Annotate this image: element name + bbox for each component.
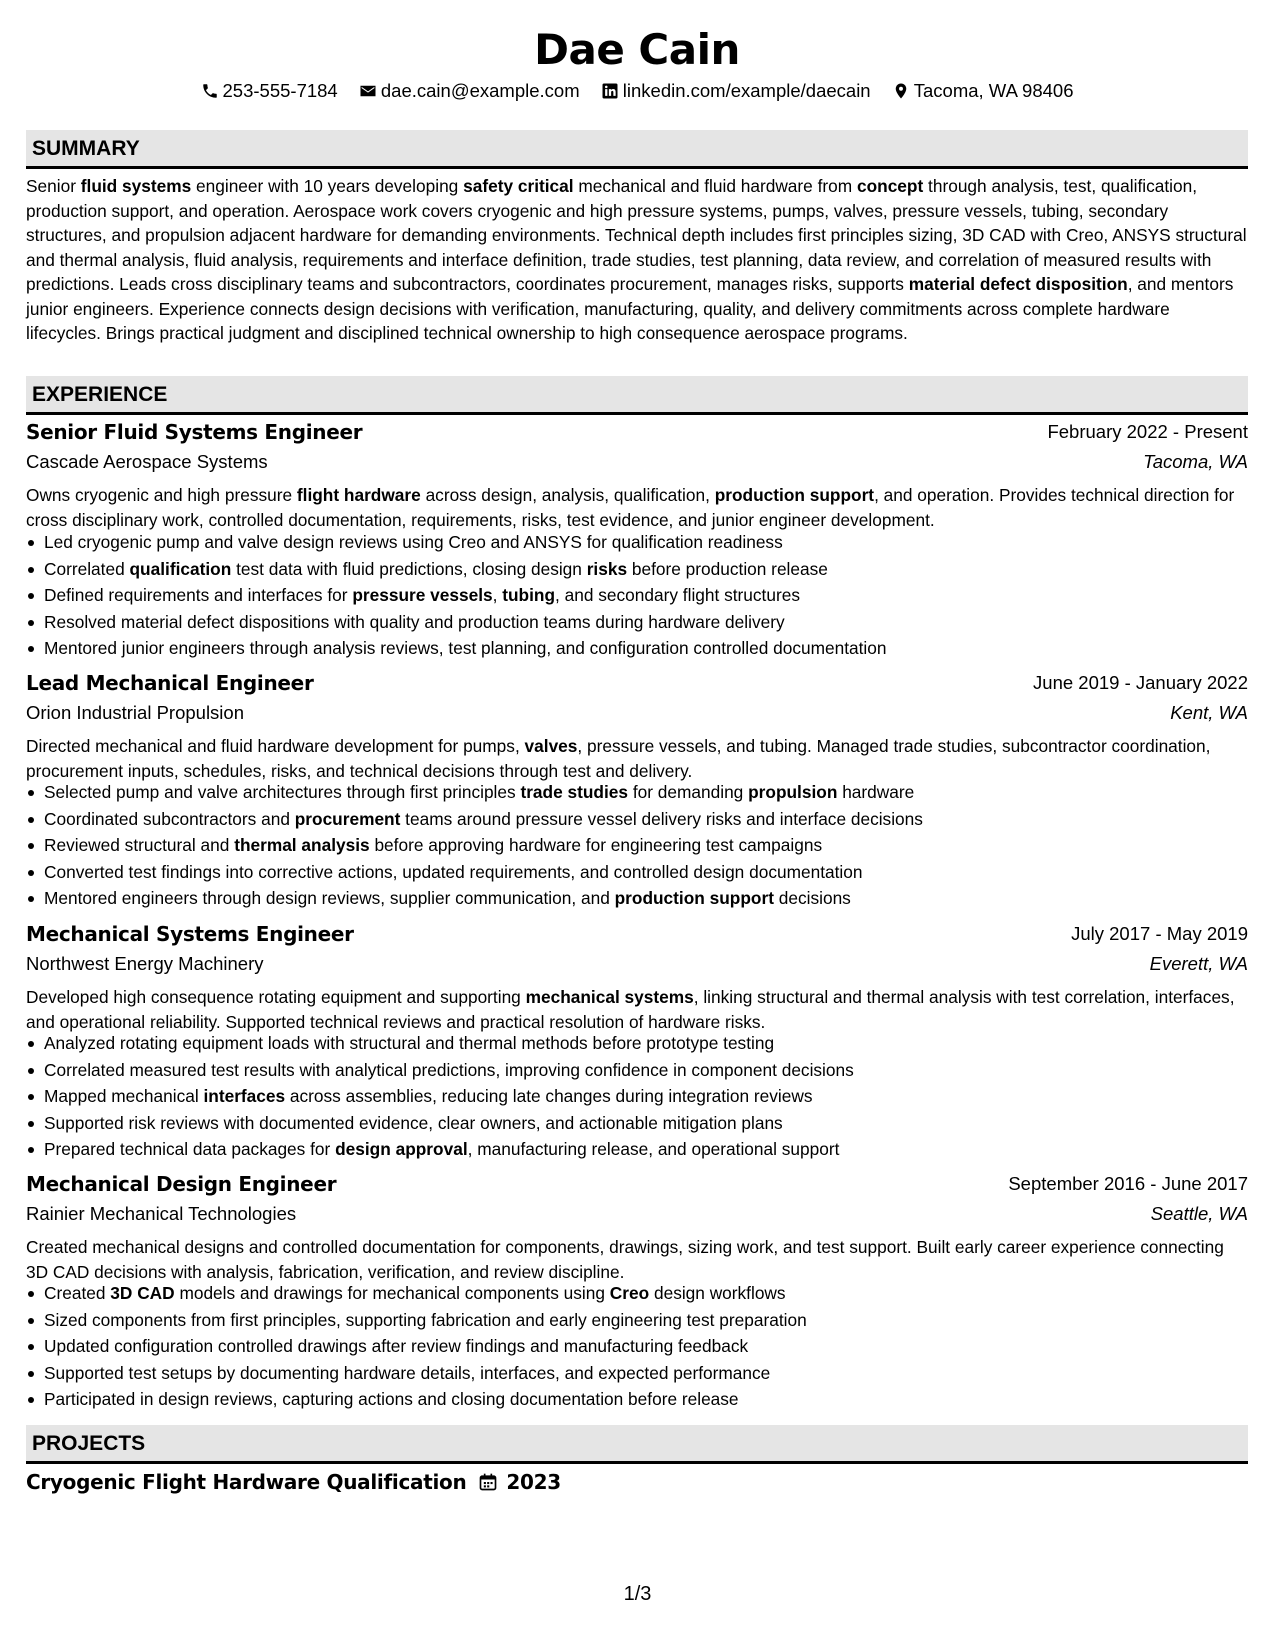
emphasis-text: propulsion bbox=[748, 782, 838, 802]
list-item: Correlated measured test results with analytical predictions, improving confidence in component decisions bbox=[44, 1057, 1266, 1084]
location-text: Tacoma, WA 98406 bbox=[913, 80, 1074, 101]
list-item: Mapped mechanical interfaces across assemblies, reducing late changes during integration reviews bbox=[44, 1083, 1266, 1110]
emphasis-text: risks bbox=[586, 558, 628, 579]
job-bullets bbox=[26, 529, 1266, 662]
list-item: Correlated qualification test data with fluid predictions, closing design risks before production release bbox=[44, 556, 1266, 583]
list-item: Supported risk reviews with documented evidence, clear owners, and actionable mitigation plans bbox=[44, 1110, 1266, 1137]
job-location: Seattle, WA bbox=[1150, 1203, 1248, 1224]
job-company: Rainier Mechanical Technologies bbox=[26, 1203, 297, 1224]
job-description: Developed high consequence rotating equipment and supporting mechanical systems, linking structural and thermal analysis with test correlation, interfaces, and operational reliability. Supported technical reviews and practical resolution of hardware risks. bbox=[26, 987, 1235, 1032]
emphasis-text: procurement bbox=[294, 808, 401, 829]
job-title: Senior Fluid Systems Engineer bbox=[26, 420, 363, 444]
list-item: Prepared technical data packages for design approval, manufacturing release, and operational support bbox=[44, 1136, 1266, 1163]
job-location: Kent, WA bbox=[1170, 702, 1248, 723]
job-company: Northwest Energy Machinery bbox=[26, 953, 264, 974]
emphasis-text: interfaces bbox=[203, 1086, 286, 1106]
list-item: Created 3D CAD models and drawings for mechanical components using Creo design workflows bbox=[44, 1280, 1266, 1307]
phone-icon bbox=[201, 82, 219, 100]
section-header-projects bbox=[26, 1425, 1248, 1464]
contact-phone bbox=[201, 78, 338, 104]
job-title: Mechanical Design Engineer bbox=[26, 1172, 337, 1196]
job-bullets bbox=[26, 779, 1266, 912]
emphasis-text: mechanical systems bbox=[525, 987, 694, 1007]
contact-linkedin[interactable] bbox=[601, 78, 871, 104]
emphasis-text: valves bbox=[524, 736, 578, 756]
section-header-experience bbox=[26, 376, 1248, 415]
job-bullets bbox=[26, 1030, 1266, 1163]
job-dates: July 2017 - May 2019 bbox=[1071, 923, 1248, 944]
linkedin-text[interactable]: linkedin.com/example/daecain bbox=[622, 80, 871, 101]
email-text[interactable]: dae.cain@example.com bbox=[380, 80, 580, 101]
list-item: Led cryogenic pump and valve design reviews using Creo and ANSYS for qualification readiness bbox=[44, 529, 1266, 556]
list-item: Reviewed structural and thermal analysis before approving hardware for engineering test campaigns bbox=[44, 832, 1266, 859]
page-number: 1/3 bbox=[623, 1583, 652, 1605]
summary-text: Senior fluid systems engineer with 10 years developing safety critical mechanical and fluid hardware from concept through analysis, test, qualification, production support, and operation. Aerospace work covers cryogenic and high pressure systems, pumps, valves, pressure vessels, tubing, secondary structures, and propulsion adjacent hardware for demanding environments. Technical depth includes first principles sizing, 3D CAD with Creo, ANSYS structural and thermal analysis, fluid analysis, requirements and interface definition, trade studies, test planning, data review, and correlation of measured results with predictions. Leads cross disciplinary teams and subcontractors, coordinates procurement, manages risks, supports material defect disposition, and mentors junior engineers. Experience connects design decisions with verification, manufacturing, quality, and delivery commitments across complete hardware lifecycles. Brings practical judgment and disciplined technical ownership to high consequence aerospace programs. bbox=[26, 176, 1247, 343]
emphasis-text: fluid systems bbox=[80, 176, 192, 196]
linkedin-icon bbox=[601, 82, 619, 100]
candidate-name: Dae Cain bbox=[534, 25, 740, 74]
job-description: Created mechanical designs and controlled documentation for components, drawings, sizing work, and test support. Built early career experience connecting 3D CAD decisions with analysis, fabrication, verification, and review discipline. bbox=[26, 1237, 1224, 1282]
list-item: Converted test findings into corrective actions, updated requirements, and controlled design documentation bbox=[44, 859, 1266, 886]
section-title: EXPERIENCE bbox=[32, 383, 168, 406]
emphasis-text: thermal analysis bbox=[234, 835, 370, 855]
list-item: Selected pump and valve architectures through first principles trade studies for demanding propulsion hardware bbox=[44, 779, 1266, 806]
contact-email[interactable] bbox=[359, 78, 580, 104]
job-company: Cascade Aerospace Systems bbox=[26, 451, 268, 472]
list-item: Resolved material defect dispositions with quality and production teams during hardware delivery bbox=[44, 609, 1266, 636]
map-pin-icon bbox=[892, 82, 910, 100]
emphasis-text: pressure vessels bbox=[352, 585, 493, 605]
emphasis-text: tubing bbox=[502, 585, 556, 605]
list-item: Mentored junior engineers through analysis reviews, test planning, and configuration controlled documentation bbox=[44, 635, 1266, 662]
list-item: Analyzed rotating equipment loads with structural and thermal methods before prototype testing bbox=[44, 1030, 1266, 1057]
job-dates: June 2019 - January 2022 bbox=[1033, 672, 1248, 693]
project-year: 2023 bbox=[506, 1470, 561, 1494]
job-bullets bbox=[26, 1280, 1266, 1413]
emphasis-text: material defect disposition bbox=[908, 274, 1128, 294]
emphasis-text: safety critical bbox=[463, 176, 574, 196]
job-description: Owns cryogenic and high pressure flight hardware across design, analysis, qualification, production support, and operation. Provides technical direction for cross disciplinary work, controlled documentation, requirements, risks, test evidence, and junior engineer development. bbox=[26, 485, 1235, 530]
emphasis-text: flight hardware bbox=[296, 485, 421, 505]
envelope-icon bbox=[359, 82, 377, 100]
project-entry bbox=[26, 1468, 561, 1496]
section-header-summary bbox=[26, 130, 1248, 169]
phone-text: 253-555-7184 bbox=[222, 80, 338, 101]
job-location: Everett, WA bbox=[1149, 953, 1248, 974]
list-item: Supported test setups by documenting hardware details, interfaces, and expected performance bbox=[44, 1360, 1266, 1387]
job-title: Mechanical Systems Engineer bbox=[26, 922, 354, 946]
list-item: Updated configuration controlled drawings after review findings and manufacturing feedback bbox=[44, 1333, 1266, 1360]
emphasis-text: production support bbox=[614, 888, 774, 908]
job-company: Orion Industrial Propulsion bbox=[26, 702, 244, 723]
emphasis-text: trade studies bbox=[520, 782, 629, 802]
section-title: PROJECTS bbox=[32, 1432, 146, 1455]
job-description: Directed mechanical and fluid hardware development for pumps, valves, pressure vessels, and tubing. Managed trade studies, subcontractor coordination, procurement inputs, schedules, risks, and technical decisions through test and delivery. bbox=[26, 736, 1211, 781]
job-location: Tacoma, WA bbox=[1143, 451, 1248, 472]
contact-bar bbox=[26, 78, 1248, 107]
emphasis-text: design approval bbox=[335, 1139, 468, 1159]
list-item: Sized components from first principles, supporting fabrication and early engineering test preparation bbox=[44, 1307, 1266, 1334]
emphasis-text: 3D CAD bbox=[110, 1283, 175, 1303]
list-item: Mentored engineers through design reviews, supplier communication, and production support decisions bbox=[44, 885, 1266, 912]
job-dates: February 2022 - Present bbox=[1047, 421, 1248, 442]
emphasis-text: qualification bbox=[129, 558, 232, 579]
contact-location bbox=[892, 78, 1074, 104]
emphasis-text: production support bbox=[714, 485, 875, 505]
section-title: SUMMARY bbox=[32, 137, 140, 160]
list-item: Defined requirements and interfaces for pressure vessels, tubing, and secondary flight structures bbox=[44, 582, 1266, 609]
list-item: Coordinated subcontractors and procurement teams around pressure vessel delivery risks and interface decisions bbox=[44, 806, 1266, 833]
job-dates: September 2016 - June 2017 bbox=[1008, 1173, 1248, 1194]
calendar-icon bbox=[478, 1472, 498, 1492]
list-item: Participated in design reviews, capturing actions and closing documentation before release bbox=[44, 1386, 1266, 1413]
emphasis-text: concept bbox=[856, 176, 924, 196]
project-title: Cryogenic Flight Hardware Qualification bbox=[26, 1470, 467, 1494]
emphasis-text: Creo bbox=[609, 1283, 650, 1303]
job-title: Lead Mechanical Engineer bbox=[26, 671, 314, 695]
